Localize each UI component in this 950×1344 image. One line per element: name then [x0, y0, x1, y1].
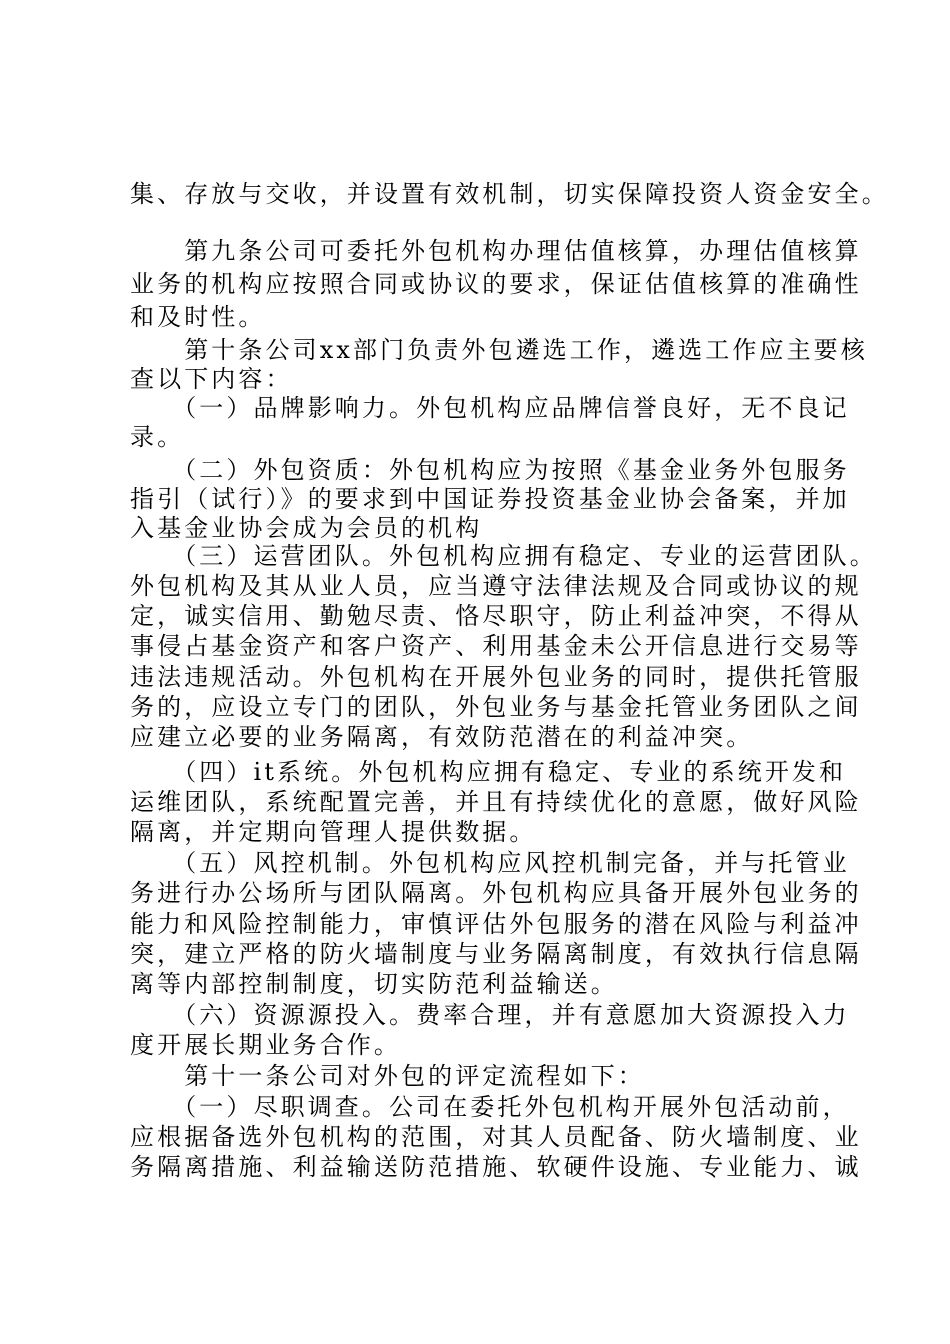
text-line: 运维团队，系统配置完善，并且有持续优化的意愿，做好风险	[130, 788, 862, 816]
text-line: 务隔离措施、利益输送防范措施、软硬件设施、专业能力、诚	[130, 1153, 862, 1181]
text-line: 入基金业协会成为会员的机构	[130, 514, 483, 542]
text-line: 能力和风险控制能力，审慎评估外包服务的潜在风险与利益冲	[130, 910, 862, 938]
text-line: 集、存放与交收，并设置有效机制，切实保障投资人资金安全。	[130, 180, 889, 208]
text-line: （三）运营团队。外包机构应拥有稳定、专业的运营团队。	[130, 542, 877, 570]
text-line: 突，建立严格的防火墙制度与业务隔离制度，有效执行信息隔	[130, 940, 862, 968]
text-line: 外包机构及其从业人员，应当遵守法律法规及合同或协议的规	[130, 572, 862, 600]
text-line: （一）品牌影响力。外包机构应品牌信誉良好，无不良记	[130, 394, 850, 422]
text-line: 务进行办公场所与团队隔离。外包机构应具备开展外包业务的	[130, 879, 862, 907]
text-line: 查以下内容：	[130, 365, 293, 393]
text-line: 违法违规活动。外包机构在开展外包业务的同时，提供托管服	[130, 663, 862, 691]
text-line: （一）尽职调查。公司在委托外包机构开展外包活动前，	[130, 1093, 850, 1121]
text-line: 离等内部控制制度，切实防范利益输送。	[130, 970, 618, 998]
text-line: （六）资源源投入。费率合理，并有意愿加大资源投入力	[130, 1001, 850, 1029]
text-line: 指引（试行）》的要求到中国证券投资基金业协会备案，并加	[130, 485, 850, 513]
text-line: 定，诚实信用、勤勉尽责、恪尽职守，防止利益冲突，不得从	[130, 602, 862, 630]
text-line: 录。	[130, 423, 185, 451]
text-line: （四）it系统。外包机构应拥有稳定、专业的系统开发和	[130, 758, 847, 786]
text-line: 务的，应设立专门的团队，外包业务与基金托管业务团队之间	[130, 693, 862, 721]
text-line: 第十条公司xx部门负责外包遴选工作，遴选工作应主要核	[130, 336, 868, 364]
text-line: 应根据备选外包机构的范围，对其人员配备、防火墙制度、业	[130, 1123, 862, 1151]
text-line: 业务的机构应按照合同或协议的要求，保证估值核算的准确性	[130, 270, 862, 298]
text-line: 第十一条公司对外包的评定流程如下：	[130, 1062, 645, 1090]
text-line: 事侵占基金资产和客户资产、利用基金未公开信息进行交易等	[130, 632, 862, 660]
text-line: （二）外包资质：外包机构应为按照《基金业务外包服务	[130, 456, 850, 484]
text-line: 和及时性。	[130, 303, 266, 331]
text-line: 隔离，并定期向管理人提供数据。	[130, 818, 537, 846]
text-line: 应建立必要的业务隔离，有效防范潜在的利益冲突。	[130, 723, 754, 751]
text-line: 度开展长期业务合作。	[130, 1031, 401, 1059]
text-line: 第九条公司可委托外包机构办理估值核算，办理估值核算	[130, 237, 862, 265]
text-line: （五）风控机制。外包机构应风控机制完备，并与托管业	[130, 849, 850, 877]
